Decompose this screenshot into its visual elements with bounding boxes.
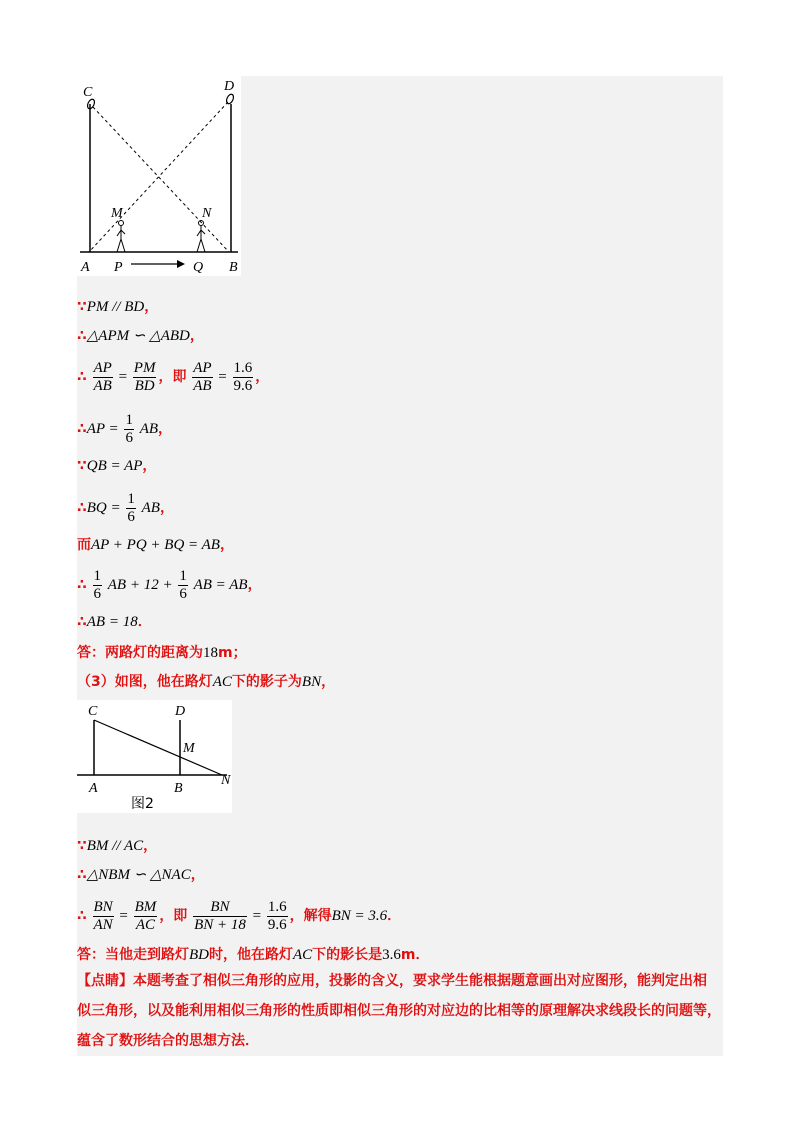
line-12: ∵BM // AC， [77, 838, 158, 854]
fig2-label-d: D [175, 704, 186, 719]
label-b: B [229, 260, 238, 275]
label-n: N [202, 206, 212, 221]
figure-1-svg [77, 76, 241, 276]
line-14: ∴ $\frac{BN}{AN}$ = $\frac{BM}{AC}$ ，即 $\frac{BN}{BN + 18}$ = $\frac{1.6}{9.6}$ ，解得BN = 3.6． [77, 899, 402, 933]
comment-paragraph [77, 966, 723, 1056]
figure-2-svg [77, 700, 232, 813]
label-d: D [224, 79, 235, 94]
comment-line-2: 似三角形，以及能利用相似三角形的性质即相似三角形的对应边的比相等的原理解决求线段长的问题等， [77, 1003, 721, 1019]
comment-line-3: 蕴含了数形结合的思想方法． [77, 1033, 259, 1049]
line-13: ∴△NBM ∽ △NAC， [77, 867, 205, 883]
label-m: M [111, 206, 123, 221]
comment-line-1: 【点睛】本题考查了相似三角形的应用，投影的含义，要求学生能根据题意画出对应图形，能判定出相 [77, 973, 707, 989]
answer-1: 答：两路灯的距离为18m； [77, 645, 247, 661]
fig2-label-c: C [88, 704, 98, 719]
label-q: Q [193, 260, 204, 275]
line-5: ∵QB = AP， [77, 458, 157, 474]
line-6: ∴BQ = $\frac{1}{6}$ AB， [77, 491, 174, 525]
part-3-heading: （3）如图，他在路灯AC下的影子为BN， [77, 674, 336, 690]
fig2-caption: 图2 [131, 796, 154, 812]
fig2-label-a: A [89, 781, 98, 796]
line-1: ∵PM // BD， [77, 299, 159, 315]
figure-2 [77, 700, 232, 813]
figure-1 [77, 76, 241, 276]
fig2-label-b: B [174, 781, 183, 796]
answer-2: 答：当他走到路灯BD时，他在路灯AC下的影长是3.6m． [77, 947, 430, 963]
line-7: 而AP + PQ + BQ = AB， [77, 537, 234, 553]
fig2-label-m: M [183, 741, 195, 756]
line-9: ∴AB = 18． [77, 614, 152, 630]
line-3: ∴ $\frac{AP}{AB}$ = $\frac{PM}{BD}$ ，即 $\frac{AP}{AB}$ = $\frac{1.6}{9.6}$ ， [77, 360, 270, 394]
fig2-label-n: N [221, 773, 231, 788]
line-8: ∴ $\frac{1}{6}$ AB + 12 + $\frac{1}{6}$ AB = AB， [77, 568, 262, 602]
line-2: ∴△APM ∽ △ABD， [77, 328, 204, 344]
label-p: P [114, 260, 123, 275]
label-c: C [83, 85, 93, 100]
label-a: A [81, 260, 90, 275]
line-4: ∴AP = $\frac{1}{6}$ AB， [77, 412, 173, 446]
